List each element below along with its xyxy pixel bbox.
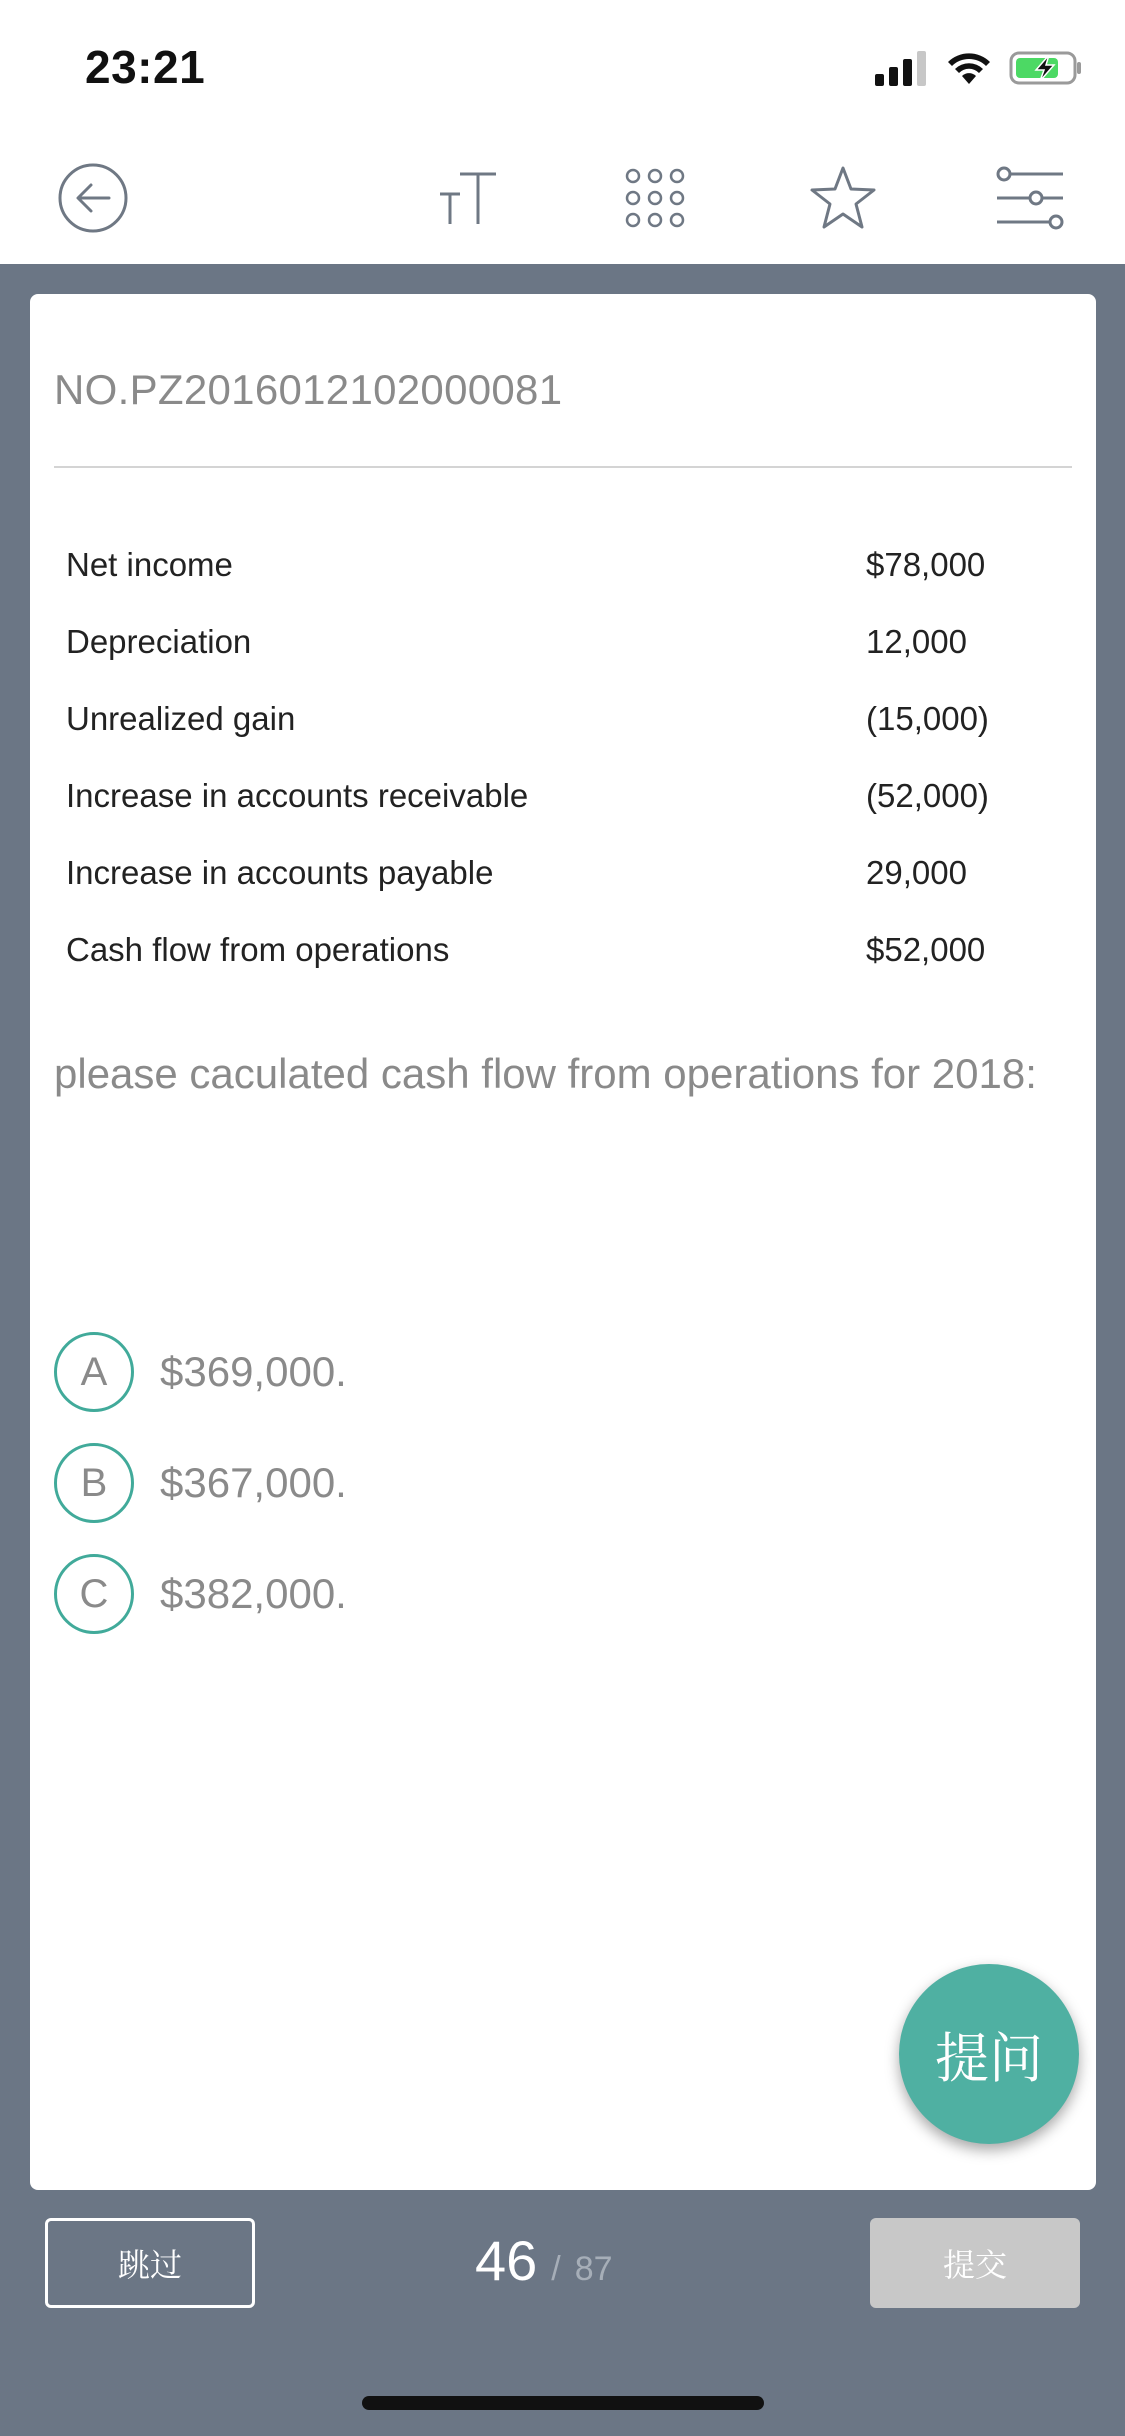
table-row — [66, 680, 1016, 757]
question-number: NO.PZ2016012102000081 — [54, 366, 563, 413]
table-row — [66, 526, 1016, 603]
status-icons — [873, 48, 1083, 92]
financial-table — [66, 526, 1016, 988]
table-row — [66, 603, 1016, 680]
status-time: 23:21 — [85, 41, 206, 93]
table-row — [66, 911, 1016, 988]
submit-button[interactable]: 提交 — [870, 2218, 1080, 2308]
battery-charging-icon — [1009, 50, 1083, 91]
row-amount: (15,000) — [866, 699, 989, 737]
status-bar — [0, 0, 1125, 132]
table-row — [66, 757, 1016, 834]
total-pages: 87 — [574, 2250, 613, 2288]
back-arrow-icon[interactable] — [53, 158, 133, 238]
row-label: Net income — [66, 545, 233, 583]
row-label: Increase in accounts payable — [66, 853, 494, 891]
cellular-signal-icon — [873, 50, 929, 91]
option-letter: A — [54, 1332, 134, 1412]
font-size-icon[interactable] — [428, 158, 508, 238]
row-amount: (52,000) — [866, 776, 989, 814]
top-toolbar — [0, 132, 1125, 264]
option-c[interactable] — [54, 1554, 347, 1634]
row-label: Depreciation — [66, 622, 252, 660]
row-amount: $78,000 — [866, 545, 986, 583]
star-icon[interactable] — [803, 158, 883, 238]
row-amount: $52,000 — [866, 930, 986, 968]
row-label: Unrealized gain — [66, 699, 296, 737]
grid-icon[interactable] — [615, 158, 695, 238]
row-label: Increase in accounts receivable — [66, 776, 529, 814]
settings-sliders-icon[interactable] — [990, 158, 1070, 238]
option-text: $382,000. — [160, 1570, 347, 1617]
question-card — [30, 294, 1096, 2190]
option-letter: C — [54, 1554, 134, 1634]
table-row — [66, 834, 1016, 911]
option-a[interactable] — [54, 1332, 347, 1412]
wifi-icon — [945, 50, 993, 91]
page-indicator — [475, 2228, 613, 2293]
option-text: $367,000. — [160, 1459, 347, 1506]
divider — [54, 466, 1072, 468]
option-letter: B — [54, 1443, 134, 1523]
row-label: Cash flow from operations — [66, 930, 450, 968]
ask-question-button[interactable]: 提问 — [899, 1964, 1079, 2144]
option-text: $369,000. — [160, 1348, 347, 1395]
row-amount: 12,000 — [866, 622, 967, 660]
home-indicator[interactable] — [362, 2396, 764, 2410]
row-amount: 29,000 — [866, 853, 967, 891]
current-page: 46 — [475, 2229, 538, 2292]
question-prompt: please caculated cash flow from operations for 2018: — [54, 1050, 1037, 1097]
skip-button[interactable]: 跳过 — [45, 2218, 255, 2308]
page-separator: / — [551, 2250, 561, 2288]
option-b[interactable] — [54, 1443, 347, 1523]
